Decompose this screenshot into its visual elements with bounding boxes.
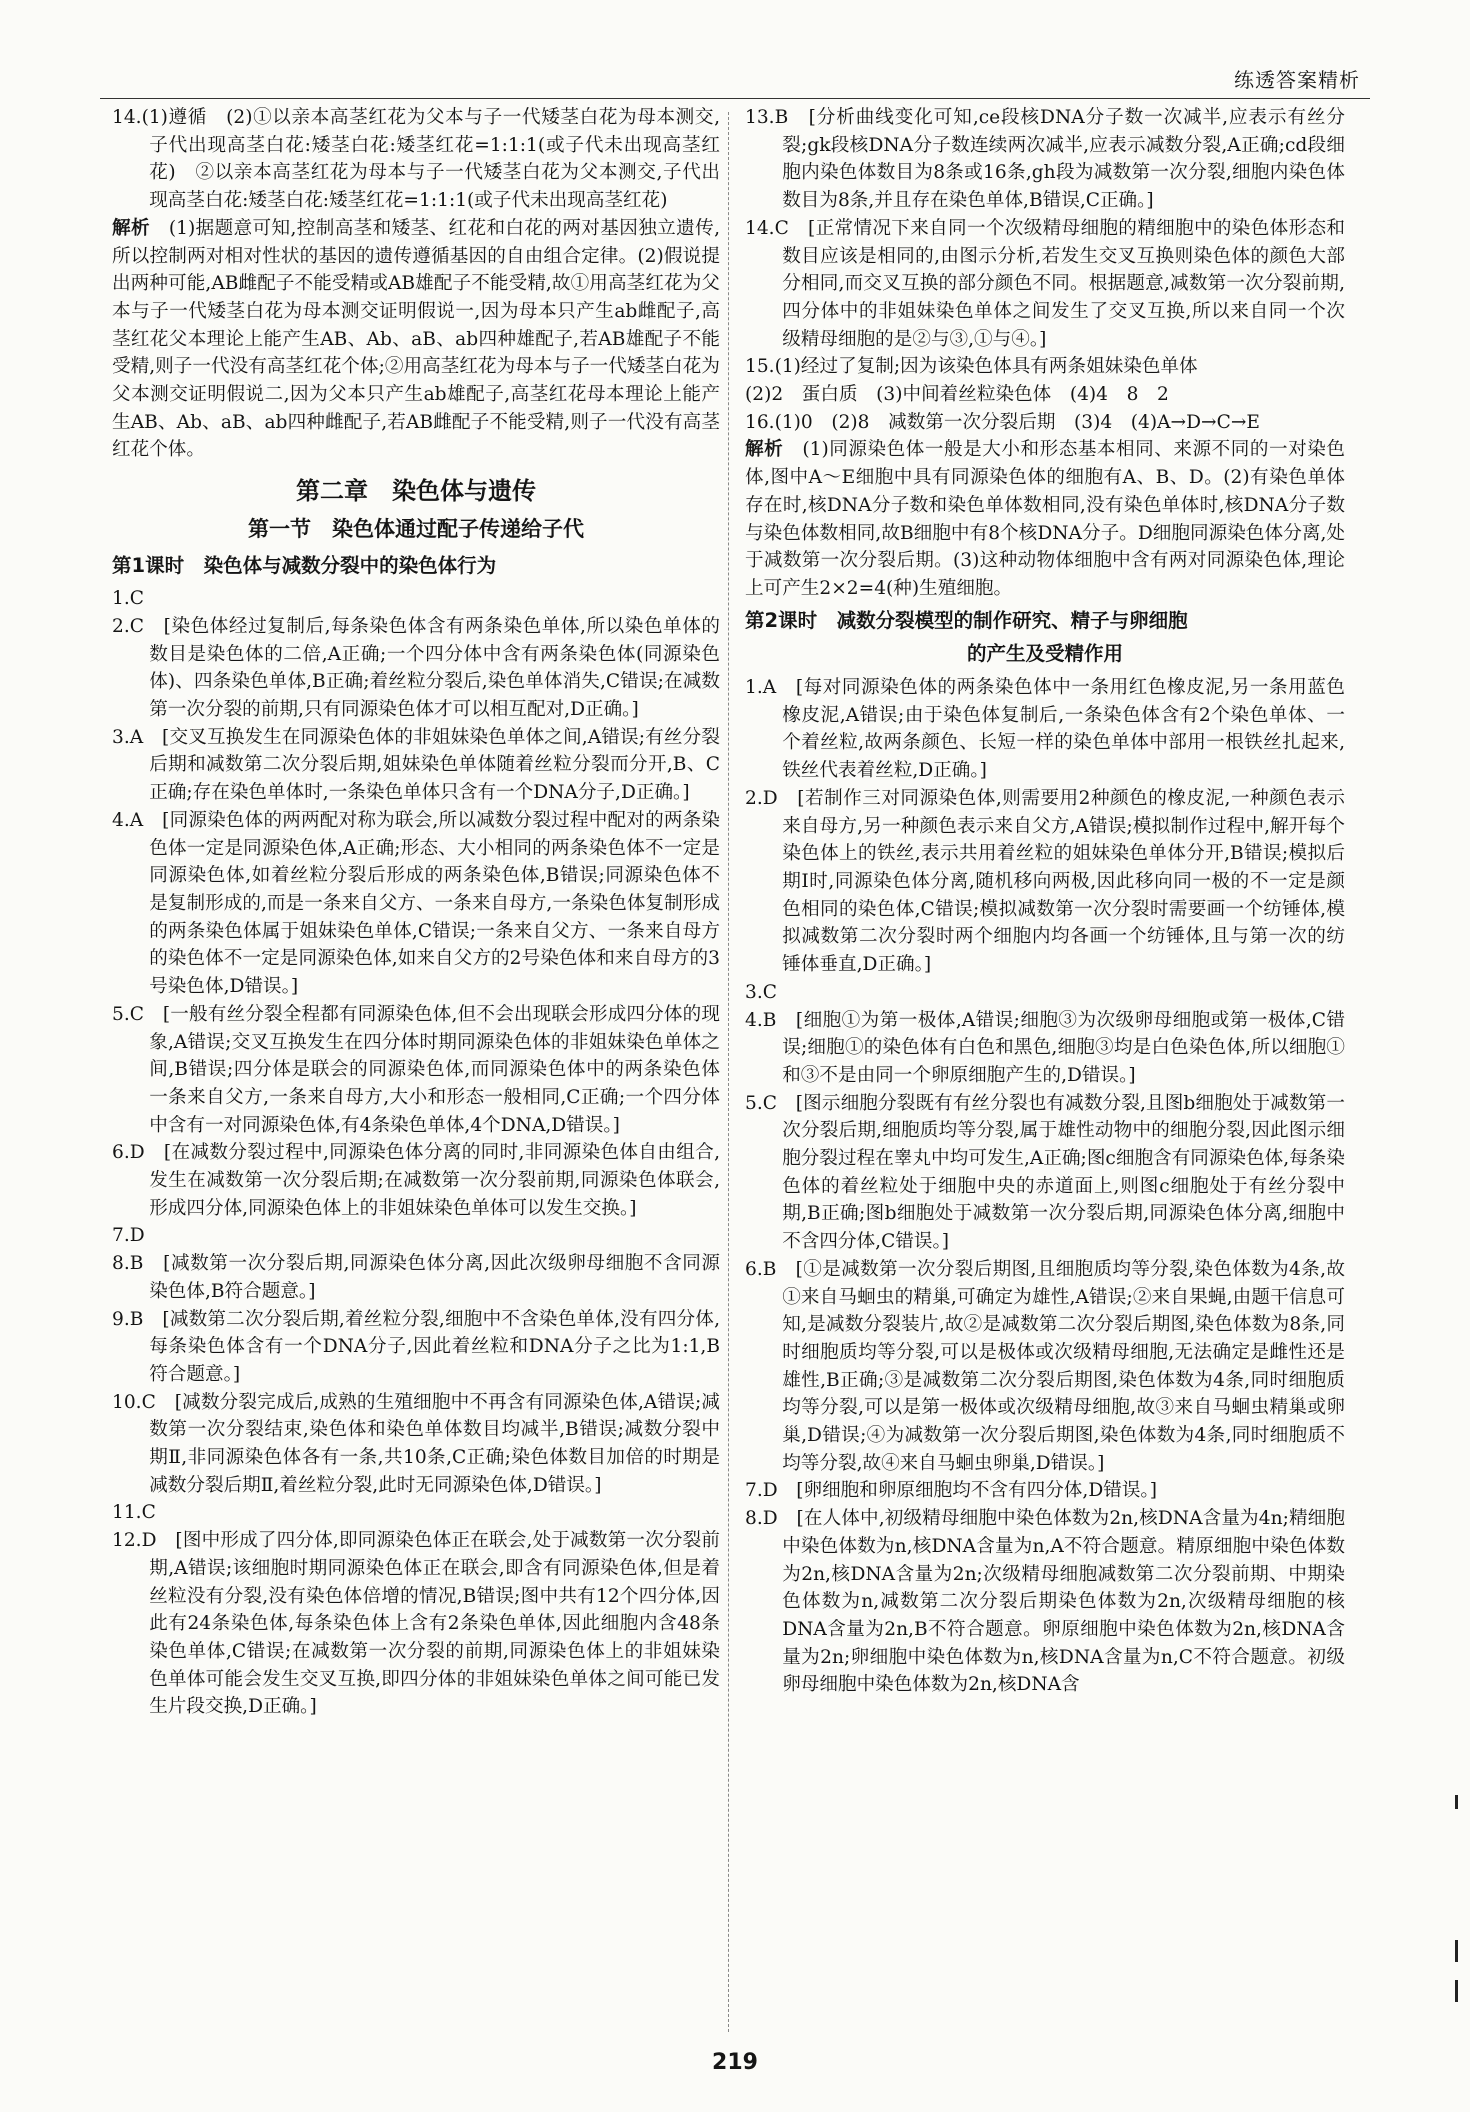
answer-item: 1.A [每对同源染色体的两条染色体中一条用红色橡皮泥,另一条用蓝色橡皮泥,A错误;由于染色体复制后,一条染色体含有2个染色单体、一个着丝粒,故两条颜色、长短一样的染色单体中部用一根铁丝扎起来,铁丝代表着丝粒,D正确。] (745, 677, 1345, 782)
margin-mark (1455, 1980, 1458, 2002)
answer-item: 15.(1)经过了复制;因为该染色体具有两条姐妹染色单体 (745, 356, 1198, 378)
analysis-label: 解析 (745, 439, 784, 461)
answer-item: 2.D [若制作三对同源染色体,则需要用2种颜色的橡皮泥,一种颜色表示来自母方,另一种颜色表示来自父方,A错误;模拟制作过程中,解开每个染色体上的铁丝,表示共用着丝粒的姐妹染色单体分开,B错误;模拟后期Ⅰ时,同源染色体分离,随机移向两极,因此移向同一极的不一定是颜色相同的染色体,C错误;模拟减数第一次分裂时需要画一个纺锤体,模拟减数第二次分裂时两个细胞内均各画一个纺锤体,且与第一次的纺锤体垂直,D正确。] (745, 787, 1345, 976)
answer-item: 13.B [分析曲线变化可知,ce段核DNA分子数一次减半,应表示有丝分裂;gk段核DNA分子数连续两次减半,应表示减数分裂,A正确;cd段细胞内染色体数目为8条或16条,gh段为减数第一次分裂,细胞内染色体数目为8条,并且存在染色单体,B错误,C正确。] (745, 107, 1345, 212)
answer-item: 16.(1)0 (2)8 减数第一次分裂后期 (3)4 (4)A→D→C→E (745, 411, 1261, 433)
answer-item: 6.D [在减数分裂过程中,同源染色体分离的同时,非同源染色体自由组合,发生在减数第一次分裂后期;在减数第一次分裂前期,同源染色体联会,形成四分体,同源染色体上的非姐妹染色单体可以发生交换。] (112, 1142, 720, 1219)
answer-item: (2)2 蛋白质 (3)中间着丝粒染色体 (4)4 8 2 (745, 384, 1169, 406)
right-column (745, 104, 1345, 1699)
chapter-title: 第二章 染色体与遗传 (296, 477, 536, 506)
analysis-q14 (112, 215, 720, 464)
answer-item: 9.B [减数第二次分裂后期,着丝粒分裂,细胞中不含染色单体,没有四分体,每条染色体含有一个DNA分子,因此着丝粒和DNA分子之比为1:1,B符合题意。] (112, 1308, 720, 1385)
answer-item: 12.D [图中形成了四分体,即同源染色体正在联会,处于减数第一次分裂前期,A错误;该细胞时期同源染色体正在联会,即含有同源染色体,但是着丝粒没有分裂,没有染色体倍增的情况,B错误;图中共有12个四分体,因此有24条染色体,每条染色体上含有2条染色单体,因此细胞内含48条染色单体,C错误;在减数第一次分裂的前期,同源染色体上的非姐妹染色单体可能会发生交叉互换,即四分体的非姐妹染色单体之间可能已发生片段交换,D正确。] (112, 1530, 720, 1718)
answer-item: 7.D [卵细胞和卵原细胞均不含有四分体,D错误。] (745, 1480, 1157, 1502)
answer-item: 8.D [在人体中,初级精母细胞中染色体数为2n,核DNA含量为4n;精细胞中染色体数为n,核DNA含量为n,A不符合题意。精原细胞中染色体数为2n,核DNA含量为2n;次级精母细胞减数第二次分裂前期、中期染色体数为n,减数第二次分裂后期染色体数为2n,次级精母细胞的核DNA含量为2n,B不符合题意。卵原细胞中染色体数为2n,核DNA含量为2n;卵细胞中染色体数为n,核DNA含量为n,C不符合题意。初级卵母细胞中染色体数为2n,核DNA含 (745, 1508, 1345, 1696)
analysis-q16 (745, 436, 1345, 602)
answer-item: 5.C [一般有丝分裂全程都有同源染色体,但不会出现联会形成四分体的现象,A错误;交叉互换发生在四分体时期同源染色体的非姐妹染色单体之间,B错误;四分体是联会的同源染色体,而同源染色体中的两条染色体一条来自父方,一条来自母方,大小和形态一般相同,C正确;一个四分体中含有一对同源染色体,有4条染色单体,4个DNA,D错误。] (112, 1003, 720, 1136)
margin-mark (1455, 1940, 1458, 1962)
answer-item: 1.C (112, 588, 144, 610)
analysis-text: (1)据题意可知,控制高茎和矮茎、红花和白花的两对基因独立遗传,所以控制两对相对性状的基因的遗传遵循基因的自由组合定律。(2)假说提出两种可能,AB雌配子不能受精或AB雄配子不能受精,故①用高茎红花为父本与子一代矮茎白花为母本测交证明假说一,因为母本只产生ab雌配子,高茎红花父本理论上能产生AB、Ab、aB、ab四种雄配子,若AB雄配子不能受精,则子一代没有高茎红花个体;②用高茎红花为母本与子一代矮茎白花为父本测交证明假说二,因为父本只产生ab雄配子,高茎红花母本理论上能产生AB、Ab、aB、ab四种雌配子,若AB雌配子不能受精,则子一代没有高茎红花个体。 (112, 217, 720, 461)
lesson-title: 第2课时 减数分裂模型的制作研究、精子与卵细胞 (745, 608, 1188, 632)
page-header-title: 练透答案精析 (1234, 68, 1360, 92)
answer-item: 7.D (112, 1225, 145, 1247)
answer-item: 4.B [细胞①为第一极体,A错误;细胞③为次级卵母细胞或第一极体,C错误;细胞①的染色体有白色和黑色,细胞③均是白色染色体,所以细胞①和③不是由同一个卵原细胞产生的,D错误。] (745, 1009, 1345, 1086)
answer-q14: 14.(1)遵循 (2)①以亲本高茎红花为父本与子一代矮茎白花为母本测交,子代出现高茎白花:矮茎白花:矮茎红花=1:1:1(或子代未出现高茎红花) ②以亲本高茎红花为母本与子一代矮茎白花为父本测交,子代出现高茎白花:矮茎白花:矮茎红花=1:1:1(或子代未出现高茎红花) (112, 107, 720, 212)
answer-item: 4.A [同源染色体的两两配对称为联会,所以减数分裂过程中配对的两条染色体一定是同源染色体,A正确;形态、大小相同的两条染色体不一定是同源染色体,如着丝粒分裂后形成的两条染色体,B错误;同源染色体不是复制形成的,而是一条来自父方、一条来自母方,一条染色体复制形成的两条染色体属于姐妹染色单体,C错误;一条来自父方、一条来自母方的染色体不一定是同源染色体,如来自父方的2号染色体和来自母方的3号染色体,D错误。] (112, 809, 720, 998)
margin-mark (1455, 1795, 1458, 1809)
answer-item: 14.C [正常情况下来自同一个次级精母细胞的精细胞中的染色体形态和数目应该是相同的,由图示分析,若发生交叉互换则染色体的颜色大部分相同,而交叉互换的部分颜色不同。根据题意,减数第一次分裂前期,四分体中的非姐妹染色单体之间发生了交叉互换,所以来自同一个次级精母细胞的是②与③,①与④。] (745, 217, 1345, 350)
section-title: 第一节 染色体通过配子传递给子代 (248, 516, 584, 541)
header-rule (100, 98, 1370, 99)
lesson-title: 第1课时 染色体与减数分裂中的染色体行为 (112, 553, 497, 577)
answer-item: 6.B [①是减数第一次分裂后期图,且细胞质均等分裂,染色体数为4条,故①来自马蛔虫的精巢,可确定为雄性,A错误;②来自果蝇,由题干信息可知,是减数分裂装片,故②是减数第二次分裂后期图,染色体数为8条,同时细胞质均等分裂,可以是极体或次级精母细胞,无法确定是雌性还是雄性,B正确;③是减数第二次分裂后期图,染色体数为4条,同时细胞质均等分裂,可以是第一极体或次级精母细胞,故③来自马蛔虫精巢或卵巢,D错误;④为减数第一次分裂后期图,染色体数为4条,同时细胞质不均等分裂,故④来自马蛔虫卵巢,D错误。] (745, 1258, 1345, 1474)
answer-item: 10.C [减数分裂完成后,成熟的生殖细胞中不再含有同源染色体,A错误;减数第一次分裂结束,染色体和染色单体数目均减半,B错误;减数分裂中期Ⅱ,非同源染色体各有一条,共10条,C正确;染色体数目加倍的时期是减数分裂后期Ⅱ,着丝粒分裂,此时无同源染色体,D错误。] (112, 1391, 720, 1496)
answer-item: 8.B [减数第一次分裂后期,同源染色体分离,因此次级卵母细胞不含同源染色体,B符合题意。] (112, 1253, 720, 1302)
analysis-label: 解析 (112, 217, 150, 239)
answer-item: 2.C [染色体经过复制后,每条染色体含有两条染色单体,所以染色单体的数目是染色体的二倍,A正确;一个四分体中含有两条染色体(同源染色体)、四条染色单体,B正确;着丝粒分裂后,染色单体消失,C错误;在减数第一次分裂的前期,只有同源染色体才可以相互配对,D正确。] (112, 615, 720, 721)
column-divider (728, 112, 729, 2032)
answer-item: 3.A [交叉互换发生在同源染色体的非姐妹染色单体之间,A错误;有丝分裂后期和减数第二次分裂后期,姐妹染色单体随着丝粒分裂而分开,B、C正确;存在染色单体时,一条染色单体只含有一个DNA分子,D正确。] (112, 726, 720, 804)
page-number: 219 (712, 2050, 758, 2075)
left-column (112, 104, 720, 1721)
answer-item: 5.C [图示细胞分裂既有有丝分裂也有减数分裂,且图b细胞处于减数第一次分裂后期,细胞质均等分裂,属于雄性动物中的细胞分裂,因此图示细胞分裂过程在睾丸中均可发生,A正确;图c细胞含有同源染色体,每条染色体的着丝粒处于细胞中央的赤道面上,则图c细胞处于有丝分裂中期,B正确;图b细胞处于减数第一次分裂后期,同源染色体分离,细胞中不含四分体,C错误。] (745, 1092, 1345, 1253)
lesson-title-continued: 的产生及受精作用 (966, 642, 1123, 666)
answer-item: 3.C (745, 981, 777, 1003)
answer-item: 11.C (112, 1502, 156, 1524)
analysis-text: (1)同源染色体一般是大小和形态基本相同、来源不同的一对染色体,图中A～E细胞中具有同源染色体的细胞有A、B、D。(2)有染色单体存在时,核DNA分子数和染色单体数相同,没有染色单体时,核DNA分子数与染色体数相同,故B细胞中有8个核DNA分子。D细胞同源染色体分离,处于减数第一次分裂后期。(3)这种动物体细胞中含有两对同源染色体,理论上可产生2×2=4(种)生殖细胞。 (745, 439, 1345, 599)
